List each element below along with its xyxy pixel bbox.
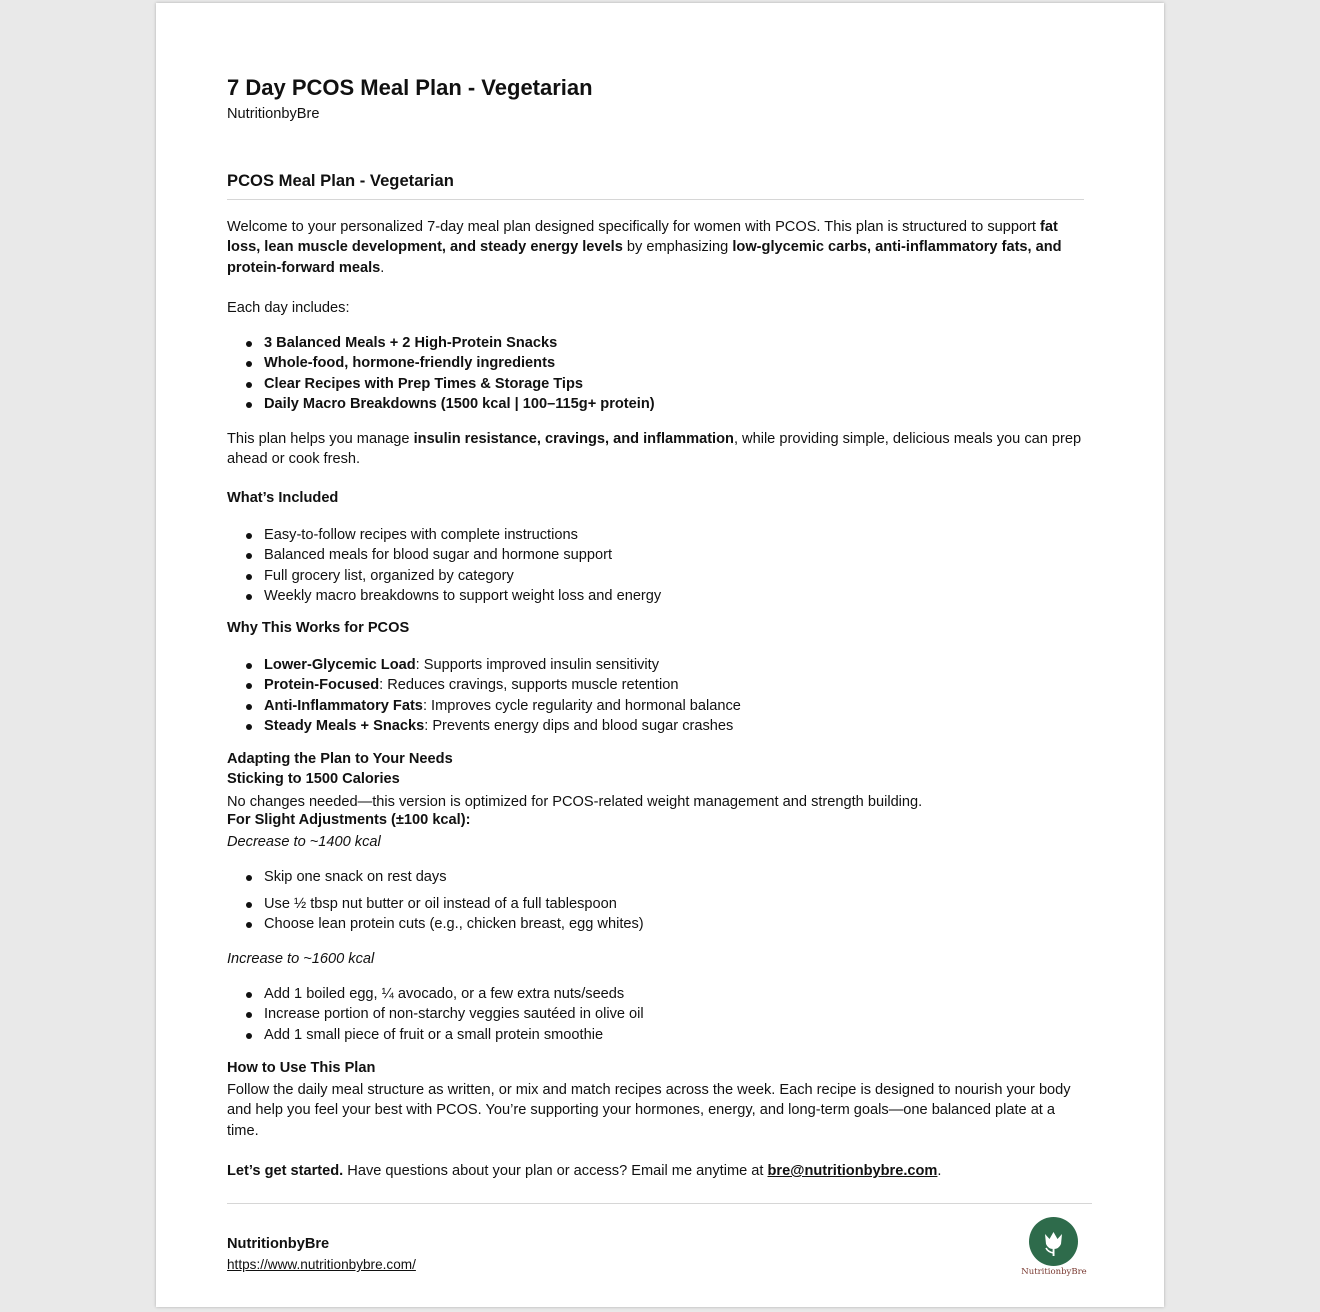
list-item: Choose lean protein cuts (e.g., chicken breast, egg whites) — [264, 914, 644, 934]
list-item: Increase portion of non-starchy veggies sautéed in olive oil — [264, 1004, 644, 1024]
list-item-term: Steady Meals + Snacks — [264, 717, 425, 734]
list-item: Weekly macro breakdowns to support weight loss and energy — [264, 586, 661, 606]
list-item-term: Protein-Focused — [264, 677, 380, 694]
decrease-label: Decrease to ~1400 kcal — [227, 834, 381, 850]
logo-circle — [1029, 1217, 1078, 1266]
document-title: 7 Day PCOS Meal Plan - Vegetarian — [227, 75, 593, 100]
decrease-list — [227, 867, 644, 935]
section-divider — [227, 199, 1084, 200]
intro-paragraph — [227, 217, 1087, 278]
adapting-heading: Adapting the Plan to Your Needs — [227, 751, 453, 767]
whats-included-heading: What’s Included — [227, 490, 339, 506]
each-day-label: Each day includes: — [227, 300, 350, 316]
cta-paragraph — [227, 1161, 1087, 1181]
email-link[interactable]: bre@nutritionbybre.com — [767, 1163, 938, 1179]
cta-bold: Let’s get started. — [227, 1163, 344, 1179]
list-item: 3 Balanced Meals + 2 High-Protein Snacks — [264, 333, 655, 353]
section-heading: PCOS Meal Plan - Vegetarian — [227, 171, 454, 190]
list-item-term: Lower-Glycemic Load — [264, 657, 416, 673]
why-works-list — [227, 655, 741, 736]
sticking-heading: Sticking to 1500 Calories — [227, 771, 400, 787]
increase-label: Increase to ~1600 kcal — [227, 951, 375, 967]
logo-text: NutritionbyBre — [1021, 1267, 1087, 1277]
list-item — [264, 655, 741, 675]
list-item: Whole-food, hormone-friendly ingredients — [264, 353, 655, 373]
why-works-heading: Why This Works for PCOS — [227, 620, 410, 636]
footer-divider — [227, 1203, 1092, 1204]
brand-logo — [1014, 1217, 1094, 1279]
tulip-icon — [1029, 1217, 1078, 1266]
list-item: Use ½ tbsp nut butter or oil instead of a full tablespoon — [264, 894, 644, 914]
manage-text: This plan helps you manage — [227, 431, 414, 447]
footer-website-link[interactable]: https://www.nutritionbybre.com/ — [227, 1257, 416, 1272]
list-item: Add 1 small piece of fruit or a small protein smoothie — [264, 1025, 644, 1045]
intro-bold-goals: fat loss, lean muscle development, and steady energy levels — [227, 219, 1058, 256]
whats-included-list — [227, 525, 661, 606]
manage-paragraph — [227, 429, 1087, 470]
intro-text: by emphasizing — [622, 239, 733, 256]
document-author: NutritionbyBre — [227, 106, 320, 122]
list-item: Full grocery list, organized by category — [264, 566, 661, 586]
intro-text: . — [380, 259, 385, 276]
list-item-desc: : Supports improved insulin sensitivity — [415, 657, 659, 673]
each-day-list — [227, 333, 655, 414]
list-item-desc: : Prevents energy dips and blood sugar crashes — [424, 717, 734, 734]
how-to-heading: How to Use This Plan — [227, 1060, 376, 1076]
list-item — [264, 696, 741, 716]
sticking-text: No changes needed—this version is optimized for PCOS-related weight management and strength building. — [227, 794, 923, 810]
list-item-desc: : Improves cycle regularity and hormonal balance — [422, 697, 741, 714]
list-item: Easy-to-follow recipes with complete instructions — [264, 525, 661, 545]
list-item — [264, 675, 741, 695]
document-page — [156, 3, 1164, 1307]
cta-text: Have questions about your plan or access? Email me anytime at — [343, 1163, 768, 1179]
list-item: Add 1 boiled egg, ¼ avocado, or a few extra nuts/seeds — [264, 984, 644, 1004]
list-item: Skip one snack on rest days — [264, 867, 644, 894]
list-item-term: Anti-Inflammatory Fats — [264, 697, 423, 714]
cta-text: . — [937, 1163, 942, 1179]
intro-bold-focus: low-glycemic carbs, anti-inflammatory fats, and protein-forward meals — [227, 239, 1062, 276]
manage-bold: insulin resistance, cravings, and inflammation — [413, 431, 734, 447]
list-item: Balanced meals for blood sugar and hormone support — [264, 545, 661, 565]
list-item: Clear Recipes with Prep Times & Storage Tips — [264, 374, 655, 394]
slight-adjustments-heading: For Slight Adjustments (±100 kcal): — [227, 812, 471, 828]
increase-list — [227, 984, 644, 1045]
how-to-text: Follow the daily meal structure as written, or mix and match recipes across the week. Each recipe is designed to nourish your body and help you feel your best with PCOS. You’re supporting your hormones, energy, and long-term goals—one balanced plate at a time. — [227, 1082, 1071, 1139]
list-item: Daily Macro Breakdowns (1500 kcal | 100–115g+ protein) — [264, 394, 655, 414]
footer-name: NutritionbyBre — [227, 1236, 330, 1252]
intro-text: Welcome to your personalized 7-day meal plan designed specifically for women with PCOS. This plan is structured to support — [227, 219, 1041, 235]
list-item — [264, 716, 741, 736]
list-item-desc: : Reduces cravings, supports muscle retention — [379, 677, 679, 694]
manage-text: , while providing simple, delicious meals you can prep ahead or cook fresh. — [227, 431, 1082, 468]
